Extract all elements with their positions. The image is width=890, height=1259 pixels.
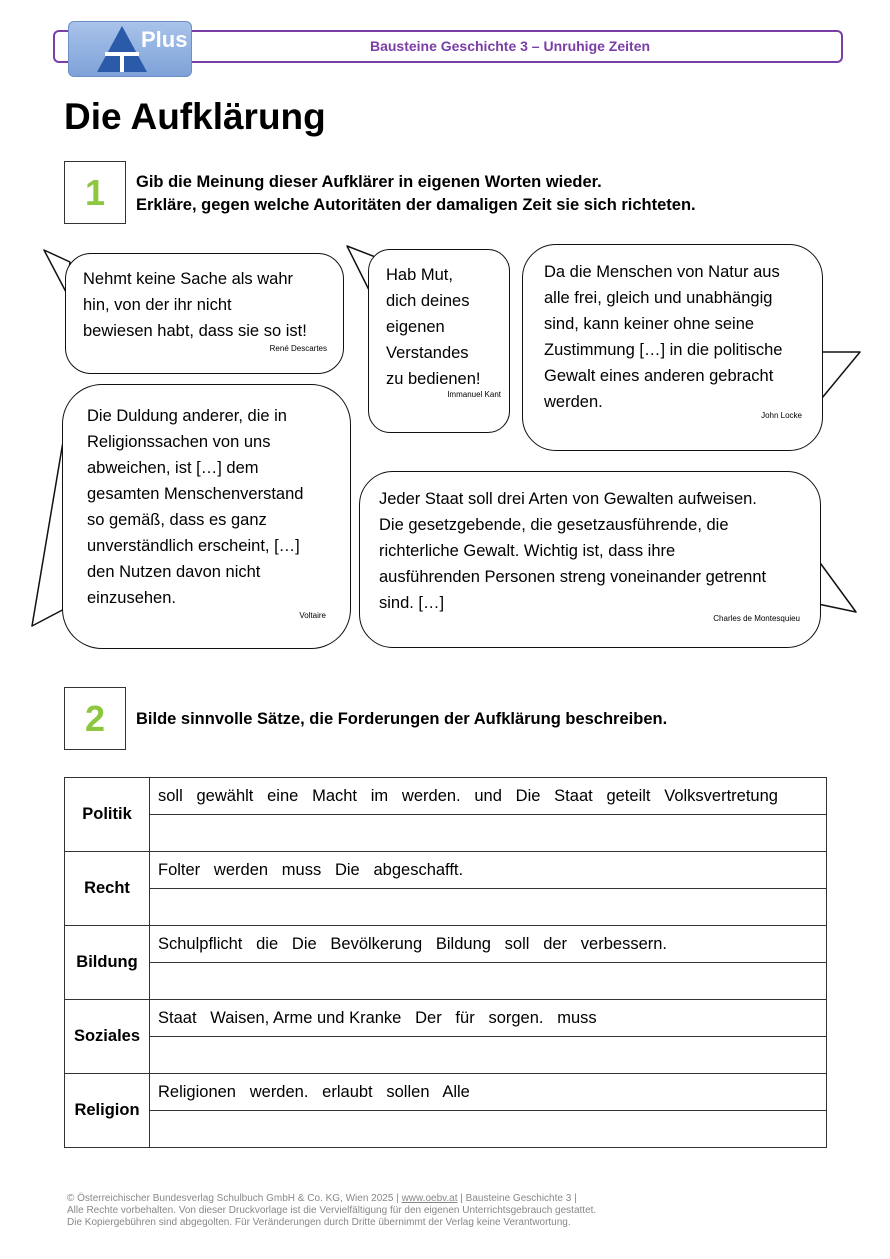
quote-line: den Nutzen davon nicht xyxy=(87,563,261,581)
table-row xyxy=(65,926,827,963)
quote-line: dich deines xyxy=(386,292,470,310)
quote-line: alle frei, gleich und unabhängig xyxy=(544,289,773,307)
footer-line3: Die Kopiergebühren sind abgegolten. Für Veränderungen durch Dritte übernimmt der Verlag keine Verantwortung. xyxy=(67,1217,571,1228)
table-row xyxy=(65,778,827,815)
row-label: Religion xyxy=(65,1074,150,1148)
logo-text: Plus xyxy=(141,27,188,52)
quote-line: Zustimmung […] in die politische xyxy=(544,341,783,359)
answer-line[interactable] xyxy=(150,1111,827,1148)
word-jumble: Folter werden muss Die abgeschafft. xyxy=(150,852,827,889)
quote-line: ausführenden Personen streng voneinander getrennt xyxy=(379,568,767,586)
footer-line2: Alle Rechte vorbehalten. Von dieser Druckvorlage ist die Vervielfältigung für den eigenen Unterrichtsgebrauch gestattet. xyxy=(67,1205,597,1216)
task-2-number: 2 xyxy=(64,687,126,750)
quote-line: richterliche Gewalt. Wichtig ist, dass ihre xyxy=(379,542,676,560)
quote-line: sind. […] xyxy=(379,594,445,612)
quote-bubble-kant xyxy=(368,249,510,433)
copyright-footer xyxy=(67,1193,767,1229)
quote-line: unverständlich erscheint, […] xyxy=(87,537,300,555)
quote-bubble-locke xyxy=(522,244,823,451)
quote-author: Charles de Montesquieu xyxy=(713,614,800,623)
quote-bubble-voltaire xyxy=(62,384,351,649)
quote-line: Da die Menschen von Natur aus xyxy=(544,263,780,281)
row-label: Soziales xyxy=(65,1000,150,1074)
quote-line: einzusehen. xyxy=(87,589,176,607)
quote-bubble-montesquieu xyxy=(359,471,821,648)
row-label: Politik xyxy=(65,778,150,852)
quote-line: Jeder Staat soll drei Arten von Gewalten aufweisen. xyxy=(379,490,757,508)
task-2-instruction: Bilde sinnvolle Sätze, die Forderungen der Aufklärung beschreiben. xyxy=(136,710,668,728)
answer-line[interactable] xyxy=(150,963,827,1000)
series-title: Bausteine Geschichte 3 – Unruhige Zeiten xyxy=(369,38,651,54)
quote-line: bewiesen habt, dass sie so ist! xyxy=(83,322,307,340)
answer-line[interactable] xyxy=(150,1037,827,1074)
word-jumble: Schulpflicht die Die Bevölkerung Bildung soll der verbessern. xyxy=(150,926,827,963)
word-jumble: soll gewählt eine Macht im werden. und Die Staat geteilt Volksvertretung xyxy=(150,778,827,815)
task-1-instruction-line1: Gib die Meinung dieser Aufklärer in eigenen Worten wieder. xyxy=(136,173,602,191)
quote-line: Die Duldung anderer, die in xyxy=(87,407,287,425)
quote-author: Voltaire xyxy=(299,611,326,620)
quote-line: abweichen, ist […] dem xyxy=(87,459,259,477)
quote-author: René Descartes xyxy=(269,344,327,353)
word-jumble: Staat Waisen, Arme und Kranke Der für sorgen. muss xyxy=(150,1000,827,1037)
table-row xyxy=(65,1000,827,1037)
quote-author: Immanuel Kant xyxy=(447,390,501,399)
quote-line: hin, von der ihr nicht xyxy=(83,296,232,314)
quote-line: Nehmt keine Sache als wahr xyxy=(83,270,294,288)
locke-tail xyxy=(820,352,860,398)
table-row xyxy=(65,1074,827,1111)
quote-line: sind, kann keiner ohne seine xyxy=(544,315,755,333)
quote-line: Hab Mut, xyxy=(386,266,453,284)
publisher-link[interactable]: www.oebv.at xyxy=(401,1193,458,1204)
quote-line: Gewalt eines anderen gebracht xyxy=(544,367,774,385)
page-title: Die Aufklärung xyxy=(64,96,326,137)
quote-author: John Locke xyxy=(761,411,802,420)
quote-line: Verstandes xyxy=(386,344,469,362)
quote-line: werden. xyxy=(544,393,603,411)
task-1-number: 1 xyxy=(64,161,126,224)
task-1-instruction-line2: Erkläre, gegen welche Autoritäten der damaligen Zeit sie sich richteten. xyxy=(136,196,696,214)
quote-line: Die gesetzgebende, die gesetzausführende, die xyxy=(379,516,729,534)
answer-line[interactable] xyxy=(150,889,827,926)
quote-line: so gemäß, dass es ganz xyxy=(87,511,267,529)
quote-line: eigenen xyxy=(386,318,445,336)
montesquieu-tail xyxy=(818,560,856,612)
row-label: Bildung xyxy=(65,926,150,1000)
table-row xyxy=(65,852,827,889)
quote-line: gesamten Menschenverstand xyxy=(87,485,304,503)
footer-suffix: | Bausteine Geschichte 3 | xyxy=(457,1193,577,1204)
answer-line[interactable] xyxy=(150,815,827,852)
row-label: Recht xyxy=(65,852,150,926)
quote-bubble-descartes xyxy=(65,253,344,374)
quote-line: Religionssachen von uns xyxy=(87,433,271,451)
footer-prefix: © Österreichischer Bundesverlag Schulbuch GmbH & Co. KG, Wien 2025 | xyxy=(67,1193,402,1204)
word-jumble: Religionen werden. erlaubt sollen Alle xyxy=(150,1074,827,1111)
sentence-table xyxy=(64,777,827,1148)
quote-line: zu bedienen! xyxy=(386,370,481,388)
